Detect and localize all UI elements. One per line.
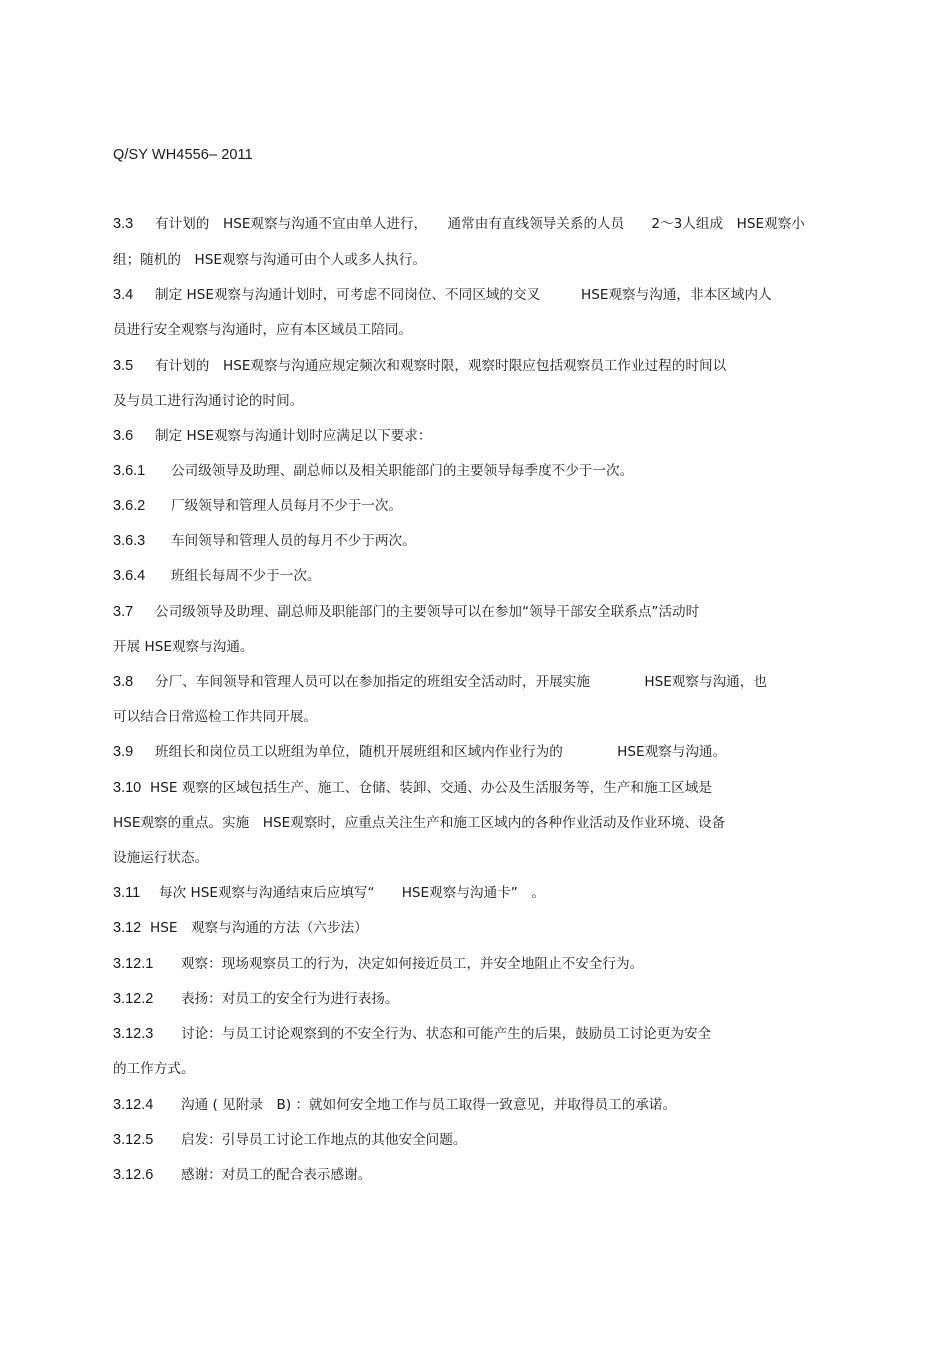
clause-3-10-line2	[113, 814, 725, 832]
clause-3-7-line1	[113, 603, 699, 621]
clause-3-5-line1	[113, 357, 726, 375]
clause-3-12-1	[113, 955, 643, 973]
clause-text: HSE 观察的区域包括生产、施工、仓储、装卸、交通、办公及生活服务等，生产和施工区域是	[150, 780, 712, 796]
clause-3-12-2	[113, 990, 399, 1008]
clause-text: 开展 HSE观察与沟通。	[113, 639, 254, 655]
clause-text: 感谢：对员工的配合表示感谢。	[181, 1167, 372, 1183]
clause-text: 班组长每周不少于一次。	[171, 568, 321, 584]
clause-3-6-2	[113, 497, 402, 515]
clause-number: 3.9	[113, 744, 134, 760]
clause-number: 3.12.6	[113, 1167, 154, 1183]
clause-3-6	[113, 427, 431, 445]
clause-text: 制定 HSE观察与沟通计划时，可考虑不同岗位、不同区域的交叉 HSE观察与沟通，非本区域内人	[155, 287, 772, 303]
clause-text: 沟通 ( 见附录 B) ：就如何安全地工作与员工取得一致意见，并取得员工的承诺。	[181, 1097, 677, 1113]
clause-3-3-line1	[113, 215, 805, 233]
clause-text: 组；随机的 HSE观察与沟通可由个人或多人执行。	[113, 252, 426, 268]
clause-number: 3.4	[113, 287, 134, 303]
clause-number: 3.5	[113, 358, 134, 374]
clause-number: 3.12.5	[113, 1132, 154, 1148]
clause-3-12-3-line2	[113, 1060, 195, 1078]
clause-text: 的工作方式。	[113, 1061, 195, 1077]
clause-3-9	[113, 743, 726, 761]
clause-3-6-1	[113, 462, 633, 480]
clause-text: 启发：引导员工讨论工作地点的其他安全问题。	[181, 1132, 467, 1148]
clause-number: 3.12.4	[113, 1097, 154, 1113]
clause-text: 公司级领导及助理、副总师以及相关职能部门的主要领导每季度不少于一次。	[171, 463, 634, 479]
clause-number: 3.8	[113, 674, 134, 690]
clause-text: 有计划的 HSE观察与沟通应规定频次和观察时限，观察时限应包括观察员工作业过程的时间以	[155, 358, 727, 374]
clause-text: 表扬：对员工的安全行为进行表扬。	[181, 991, 399, 1007]
clause-number: 3.7	[113, 604, 134, 620]
clause-number: 3.6.4	[113, 568, 146, 584]
clause-3-12-6	[113, 1166, 371, 1184]
clause-number: 3.6.3	[113, 533, 146, 549]
clause-3-12	[113, 919, 368, 937]
clause-3-4-line2	[113, 321, 412, 339]
clause-text: 厂级领导和管理人员每月不少于一次。	[171, 498, 403, 514]
clause-3-8-line2	[113, 708, 317, 726]
clause-text: 有计划的 HSE观察与沟通不宜由单人进行， 通常由有直线领导关系的人员 2～3人组成 HSE观察小	[155, 216, 805, 232]
clause-text: 设施运行状态。	[113, 850, 209, 866]
clause-number: 3.3	[113, 216, 134, 232]
clause-number: 3.12	[113, 920, 142, 936]
clause-3-8-line1	[113, 673, 767, 691]
clause-3-7-line2	[113, 638, 254, 656]
clause-3-5-line2	[113, 392, 303, 410]
clause-3-6-4	[113, 567, 321, 585]
clause-text: 分厂、车间领导和管理人员可以在参加指定的班组安全活动时，开展实施 HSE观察与沟通，也	[155, 674, 767, 690]
clause-3-12-4	[113, 1096, 676, 1114]
clause-number: 3.6.2	[113, 498, 146, 514]
clause-number: 3.12.3	[113, 1026, 154, 1042]
clause-3-12-3-line1	[113, 1025, 711, 1043]
clause-number: 3.6.1	[113, 463, 146, 479]
clause-text: 及与员工进行沟通讨论的时间。	[113, 393, 304, 409]
clause-number: 3.6	[113, 428, 134, 444]
clause-text: 讨论：与员工讨论观察到的不安全行为、状态和可能产生的后果，鼓励员工讨论更为安全	[181, 1026, 712, 1042]
clause-number: 3.10	[113, 780, 142, 796]
clause-3-12-5	[113, 1131, 466, 1149]
clause-text: HSE 观察与沟通的方法（六步法）	[150, 920, 368, 936]
clause-3-10-line3	[113, 849, 208, 867]
clause-3-11	[113, 884, 545, 902]
document-code-header: Q/SY WH4556– 2011	[113, 147, 253, 163]
clause-text: 公司级领导及助理、副总师及职能部门的主要领导可以在参加“领导干部安全联系点”活动时	[155, 604, 700, 620]
clause-text: 每次 HSE观察与沟通结束后应填写“ HSE观察与沟通卡” 。	[159, 885, 545, 901]
clause-3-3-line2	[113, 251, 426, 269]
clause-text: 车间领导和管理人员的每月不少于两次。	[171, 533, 416, 549]
clause-text: 员进行安全观察与沟通时，应有本区域员工陪同。	[113, 322, 413, 338]
clause-number: 3.11	[113, 885, 141, 901]
clause-text: 可以结合日常巡检工作共同开展。	[113, 709, 317, 725]
clause-3-4-line1	[113, 286, 772, 304]
clause-number: 3.12.2	[113, 991, 154, 1007]
clause-3-10-line1	[113, 779, 712, 797]
clause-text: 制定 HSE观察与沟通计划时应满足以下要求：	[155, 428, 432, 444]
clause-3-6-3	[113, 532, 416, 550]
clause-text: HSE观察的重点。实施 HSE观察时，应重点关注生产和施工区域内的各种作业活动及作业环境、设备	[113, 815, 726, 831]
clause-number: 3.12.1	[113, 956, 154, 972]
clause-text: 观察：现场观察员工的行为，决定如何接近员工，并安全地阻止不安全行为。	[181, 956, 644, 972]
clause-text: 班组长和岗位员工以班组为单位，随机开展班组和区域内作业行为的 HSE观察与沟通。	[155, 744, 727, 760]
